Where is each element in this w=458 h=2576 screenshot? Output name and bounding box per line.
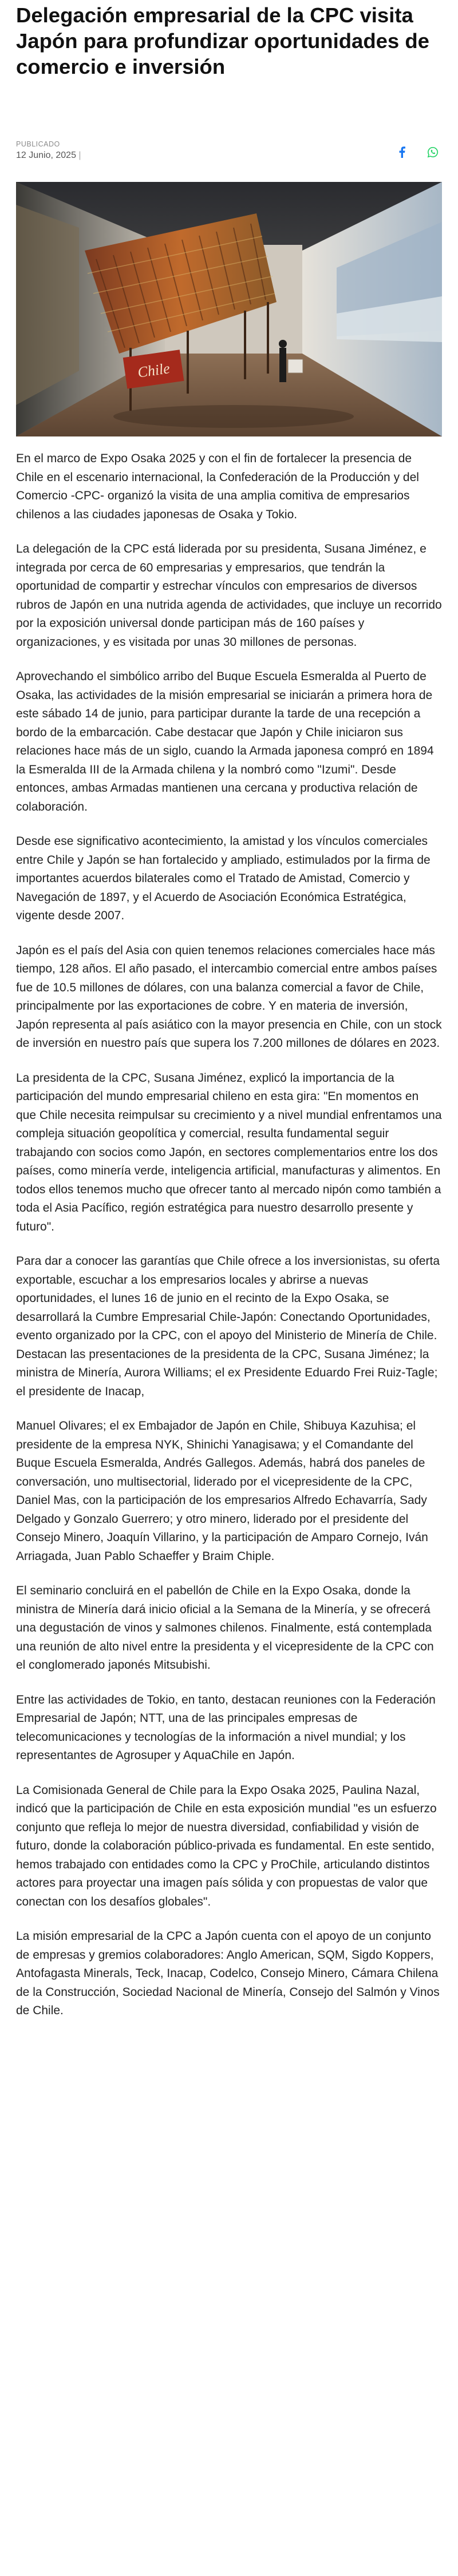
chile-sign-text: Chile: [136, 360, 171, 381]
paragraph: Manuel Olivares; el ex Embajador de Japón en Chile, Shibuya Kazuhisa; el presidente de la empresa NYK, Shinichi Yanagisawa; y el Comandante del Buque Escuela Esmeralda, Andrés Gallegos. Además, habrá dos paneles de conversación, uno multisectorial, liderado por el vicepresidente de la CPC, Daniel Mas, con la participación de los empresarios Alfredo Echavarría, Sady Delgado y Gonzalo Guerrero; y otro minero, liderado por el presidente del Consejo Minero, Joaquín Villarino, y la participación de Amparo Cornejo, Iván Arriagada, Juan Pablo Schaeffer y Braim Chiple.: [16, 1419, 428, 1563]
whatsapp-share-button[interactable]: [426, 145, 440, 159]
paragraph: Entre las actividades de Tokio, en tanto, destacan reuniones con la Federación Empresarial de Japón; NTT, una de las principales empresas de telecomunicaciones y tecnologías de la información a nivel mundial; y los representantes de Agrosuper y AquaChile en Japón.: [16, 1693, 436, 1762]
paragraph: La Comisionada General de Chile para la Expo Osaka 2025, Paulina Nazal, indicó que la participación de Chile en esta exposición mundial "es un esfuerzo conjunto que refleja lo mejor de nuestra diversidad, confiabilidad y visión de futuro, donde la colaboración público-privada es fundamental. En este sentido, hemos trabajado con entidades como la CPC y ProChile, articulando distintos actores para proyectar una imagen país sólida y con propuestas de valor que conectan con los desafíos globales".: [16, 1783, 437, 1908]
article-meta: [16, 140, 81, 161]
paragraph: Para dar a conocer las garantías que Chile ofrece a los inversionistas, su oferta exportable, escuchar a los empresarios locales y abrirse a nuevas oportunidades, el lunes 16 de junio en el recinto de la Expo Osaka, se desarrollará la Cumbre Empresarial Chile-Japón: Conectando Oportunidades, evento organizado por la CPC, con el apoyo del Ministerio de Minería de Chile. Destacan las presentaciones de la presidenta de la CPC, Susana Jiménez; la ministra de Minería, Aurora Williams; el ex Presidente Eduardo Frei Ruiz-Tagle; el presidente de Inacap,: [16, 1255, 440, 1398]
paragraph: En el marco de Expo Osaka 2025 y con el fin de fortalecer la presencia de Chile en el escenario internacional, la Confederación de la Producción y del Comercio -CPC- organizó la visita de una amplia comitiva de empresarios chilenos a las ciudades japonesas de Osaka y Tokio.: [16, 452, 419, 521]
whatsapp-icon: [427, 146, 439, 158]
paragraph: Desde ese significativo acontecimiento, la amistad y los vínculos comerciales entre Chile y Japón se han fortalecido y ampliado, estimulados por la firma de importantes acuerdos bilaterales como el Tratado de Amistad, Comercio y Navegación de 1897, y el Acuerdo de Asociación Económica Estratégica, vigente desde 2007.: [16, 835, 431, 922]
share-buttons: [395, 145, 440, 159]
expo-pavilion-photo: [16, 182, 442, 436]
facebook-share-button[interactable]: [395, 145, 409, 159]
hero-image: [16, 182, 442, 436]
paragraph: La misión empresarial de la CPC a Japón cuenta con el apoyo de un conjunto de empresas y gremios colaboradores: Anglo American, SQM, Sigdo Koppers, Antofagasta Minerals, Teck, Inacap, Codelco, Consejo Minero, Cámara Chilena de la Construcción, Sociedad Nacional de Minería, Consejo del Salmón y Vinos de Chile.: [16, 1930, 440, 2017]
article-title: Delegación empresarial de la CPC visita Japón para profundizar oportunidades de comercio e inversión: [16, 3, 429, 78]
paragraph: La presidenta de la CPC, Susana Jiménez, explicó la importancia de la participación del mundo empresarial chileno en esta gira: "En momentos en que Chile necesita reimpulsar su crecimiento y a nivel mundial enfrentamos una compleja situación geopolítica y comercial, resulta fundamental seguir trabajando con socios como Japón, en sectores complementarios entre los dos países, como minería verde, inteligencia artificial, manufacturas y alimentos. En todos ellos tenemos mucho que ofrecer tanto al mercado nipón como también a toda el Asia Pacífico, región estratégica para nuestro desarrollo presente y futuro".: [16, 1071, 442, 1233]
paragraph: Japón es el país del Asia con quien tenemos relaciones comerciales hace más tiempo, 128 años. El año pasado, el intercambio comercial entre ambos países fue de 10.5 millones de dólares, con una balanza comercial a favor de Chile, principalmente por las exportaciones de cobre. Y en materia de inversión, Japón representa al país asiático con la mayor presencia en Chile, con un stock de inversión en nuestro país que supera los 7.200 millones de dólares en 2023.: [16, 943, 442, 1050]
published-label: PUBLICADO: [16, 140, 60, 148]
paragraph: El seminario concluirá en el pabellón de Chile en la Expo Osaka, donde la ministra de Minería dará inicio oficial a la Semana de la Minería, y se ofrecerá una degustación de vinos y salmones chilenos. Finalmente, está contemplada una reunión de alto nivel entre la presidenta y el vicepresidente de la CPC con el conglomerado japonés Mitsubishi.: [16, 1584, 434, 1672]
article-body: [16, 450, 442, 2037]
paragraph: La delegación de la CPC está liderada por su presidenta, Susana Jiménez, e integrada por cerca de 60 empresarias y empresarios, que tendrán la oportunidad de compartir y estrechar vínculos con empresarios de diversos rubros de Japón en una nutrida agenda de actividades, que incluye un recorrido por la exposición universal donde participan más de 160 países y organizaciones, y es visitada por unas 30 millones de personas.: [16, 542, 442, 649]
paragraph: Aprovechando el simbólico arribo del Buque Escuela Esmeralda al Puerto de Osaka, las actividades de la misión empresarial se iniciarán a primera hora de este sábado 14 de junio, para participar durante la tarde de una recepción a bordo de la embarcación. Cabe destacar que Japón y Chile iniciaron sus relaciones hace más de un siglo, cuando la Armada japonesa compró en 1894 la Esmeralda III de la Armada chilena y la nombró como "Izumi". Desde entonces, ambas Armadas mantienen una cercana y productiva relación de colaboración.: [16, 670, 434, 813]
publish-date: 12 Junio, 2025 |: [16, 150, 81, 161]
facebook-icon: [397, 146, 406, 158]
